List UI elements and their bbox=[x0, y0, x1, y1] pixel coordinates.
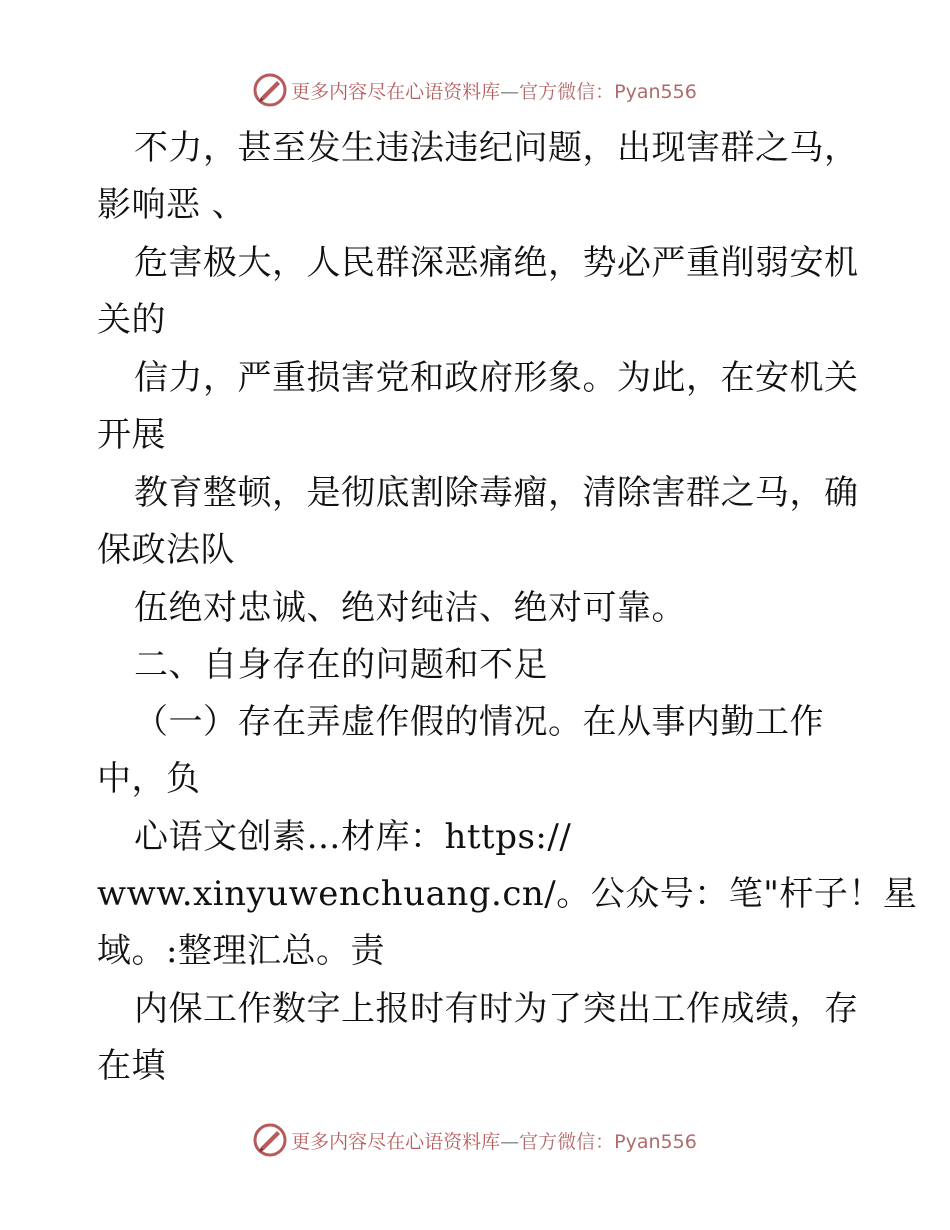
footer-banner-wechat: 官方微信：Pyan556 bbox=[519, 1130, 697, 1153]
footer-watermark-banner bbox=[0, 1120, 950, 1160]
section-heading: 二、自身存在的问题和不足 bbox=[134, 645, 548, 685]
footer-banner-title: 更多内容尽在心语资料库 bbox=[291, 1130, 501, 1153]
header-banner-title: 更多内容尽在心语资料库 bbox=[291, 80, 501, 103]
paragraph-line: 伍绝对忠诚、绝对纯洁、绝对可靠。 bbox=[134, 588, 686, 628]
paragraph-line: （一）存在弄虚作假的情况。在从事内勤工作 bbox=[134, 702, 824, 742]
paragraph-line: 中，负 bbox=[97, 759, 201, 799]
pen-logo-icon bbox=[253, 73, 287, 107]
paragraph-line: 教育整顿，是彻底割除毒瘤，清除害群之马，确 bbox=[134, 473, 859, 513]
header-banner-text bbox=[291, 77, 697, 104]
paragraph-line: 危害极大，人民群深恶痛绝，势必严重削弱安机 bbox=[134, 243, 859, 283]
paragraph-line: 保政法队 bbox=[97, 530, 235, 570]
paragraph-line: 心语文创素…材库：https:// bbox=[134, 817, 572, 857]
paragraph-line: 影响恶 、 bbox=[97, 185, 247, 225]
paragraph-line: 信力，严重损害党和政府形象。为此，在安机关 bbox=[134, 358, 859, 398]
header-banner-dash: — bbox=[500, 80, 520, 103]
paragraph-line: 域。:整理汇总。责 bbox=[97, 931, 385, 971]
pen-logo-icon bbox=[253, 1123, 287, 1157]
paragraph-line: 内保工作数字上报时有时为了突出工作成绩，存 bbox=[134, 989, 859, 1029]
footer-banner-text bbox=[291, 1127, 697, 1154]
paragraph-line: www.xinyuwenchuang.cn/。公众号：笔"杆子！星 bbox=[97, 874, 918, 914]
paragraph-line: 不力，甚至发生违法违纪问题，出现害群之马， bbox=[134, 128, 859, 168]
header-banner-wechat: 官方微信：Pyan556 bbox=[519, 80, 697, 103]
header-watermark-banner bbox=[0, 70, 950, 110]
paragraph-line: 关的 bbox=[97, 300, 166, 340]
document-body bbox=[97, 120, 918, 1095]
footer-banner-dash: — bbox=[500, 1130, 520, 1153]
paragraph-line: 开展 bbox=[97, 415, 166, 455]
paragraph-line: 在填 bbox=[97, 1046, 166, 1086]
